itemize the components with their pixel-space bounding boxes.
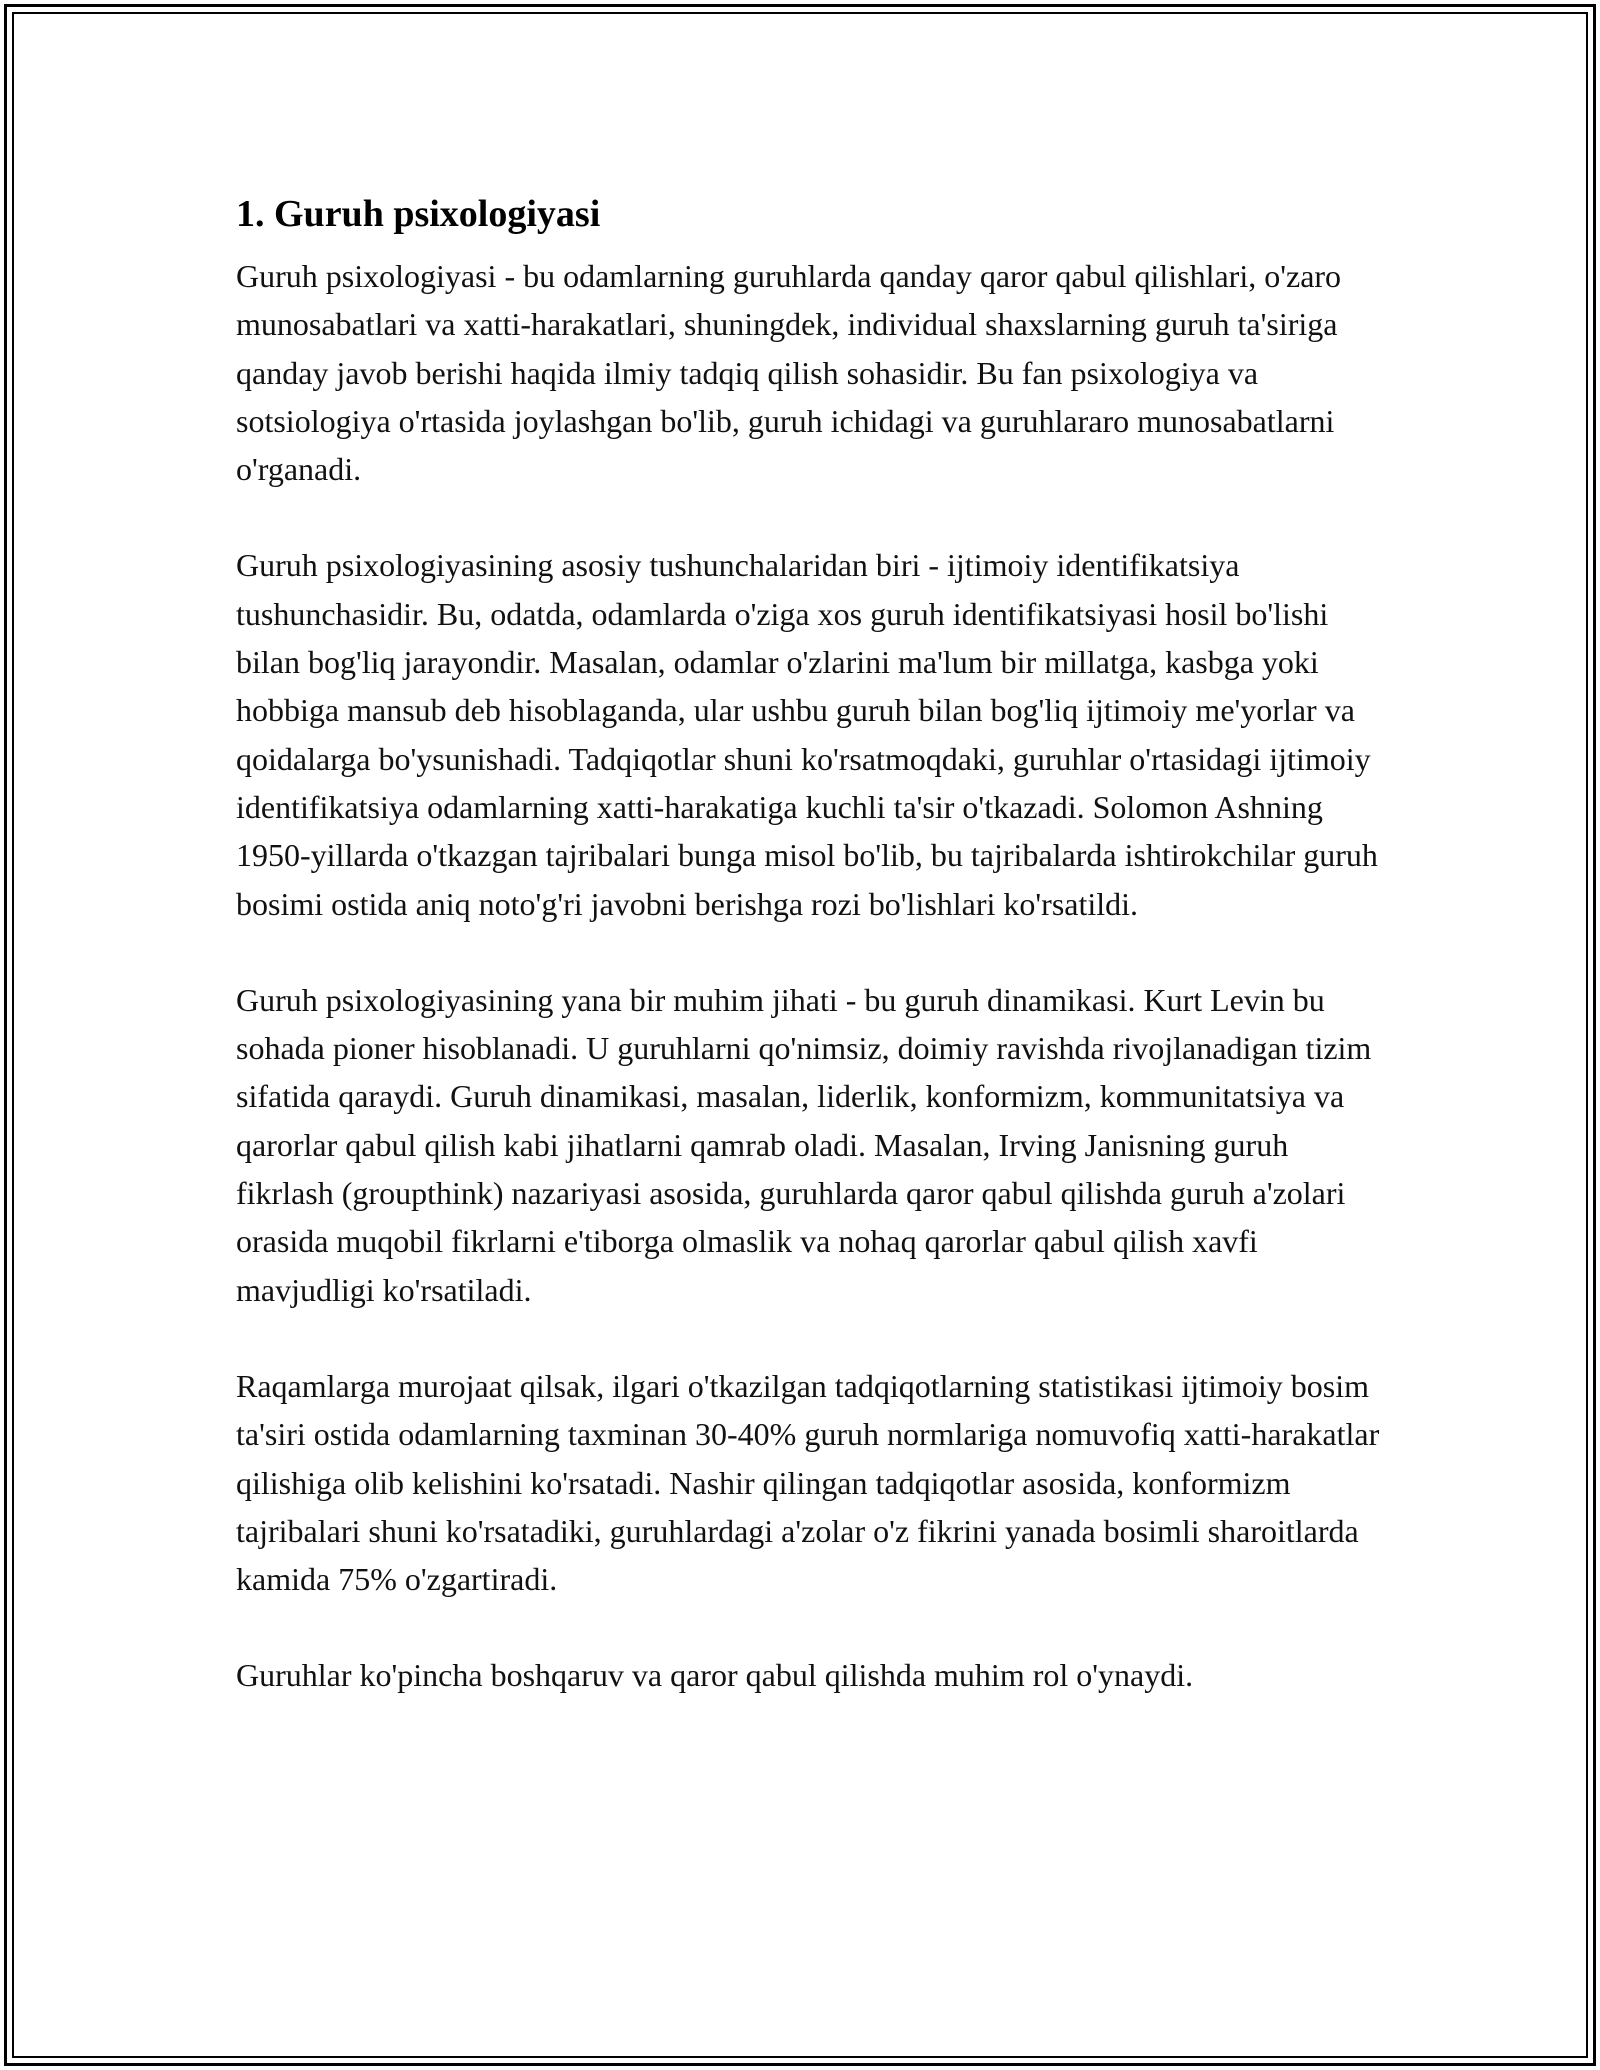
paragraph-group-dynamics: Guruh psixologiyasining yana bir muhim jihati - bu guruh dinamikasi. Kurt Levin bu sohada pioner hisoblanadi. U guruhlarni qo'nimsiz, doimiy ravishda rivojlanadigan tizim sifatida qaraydi. Guruh dinamikasi, masalan, liderlik, konformizm, kommunitatsiya va qarorlar qabul qilish kabi jihatlarni qamrab oladi. Masalan, Irving Janisning guruh fikrlash (groupthink) nazariyasi asosida, guruhlarda qaror qabul qilishda guruh a'zolari orasida muqobil fikrlarni e'tiborga olmaslik va nohaq qarorlar qabul qilish xavfi mavjudligi ko'rsatiladi.	[236, 981, 1372, 1308]
paragraph-conclusion: Guruhlar ko'pincha boshqaruv va qaror qabul qilishda muhim rol o'ynaydi.	[236, 1657, 1194, 1694]
paragraph-statistics: Raqamlarga murojaat qilsak, ilgari o'tkazilgan tadqiqotlarning statistikasi ijtimoiy bosim ta'siri ostida odamlarning taxminan 30-40% guruh normlariga nomuvofiq xatti-harakatlar qilishiga olib kelishini ko'rsatadi. Nashir qilingan tadqiqotlar asosida, konformizm tajribalari shuni ko'rsatadiki, guruhlardagi a'zolar o'z fikrini yanada bosimli sharoitlarda kamida 75% o'zgartiradi.	[236, 1367, 1380, 1598]
paragraph-social-identity: Guruh psixologiyasining asosiy tushunchalaridan biri - ijtimoiy identifikatsiya tushunchasidir. Bu, odatda, odamlarda o'ziga xos guruh identifikatsiyasi hosil bo'lishi bilan bog'liq jarayondir. Masalan, odamlar o'zlarini ma'lum bir millatga, kasbga yoki hobbiga mansub deb hisoblaganda, ular ushbu guruh bilan bog'liq ijtimoiy me'yorlar va qoidalarga bo'ysunishadi. Tadqiqotlar shuni ko'rsatmoqdaki, guruhlar o'rtasidagi ijtimoiy identifikatsiya odamlarning xatti-harakatiga kuchli ta'sir o'tkazadi. Solomon Ashning 1950-yillarda o'tkazgan tajribalari bunga misol bo'lib, bu tajribalarda ishtirokchilar guruh bosimi ostida aniq noto'g'ri javobni berishga rozi bo'lishlari ko'rsatildi.	[236, 547, 1378, 922]
section-heading: 1. Guruh psixologiyasi	[236, 193, 601, 235]
paragraph-intro: Guruh psixologiyasi - bu odamlarning guruhlarda qanday qaror qabul qilishlari, o'zaro munosabatlari va xatti-harakatlari, shuningdek, individual shaxslarning guruh ta'siriga qanday javob berishi haqida ilmiy tadqiq qilish sohasidir. Bu fan psixologiya va sotsiologiya o'rtasida joylashgan bo'lib, guruh ichidagi va guruhlararo munosabatlarni o'rganadi.	[236, 258, 1342, 488]
document-body	[236, 186, 1386, 1700]
